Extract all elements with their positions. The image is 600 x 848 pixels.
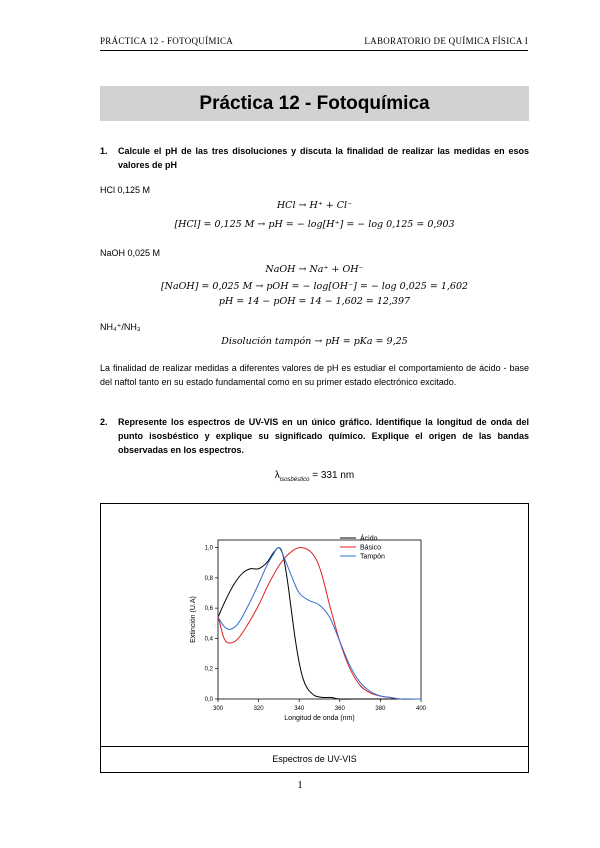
title-bar (100, 86, 529, 121)
plot-frame (218, 540, 421, 699)
lambda-symbol: λ (274, 470, 280, 481)
page-number: 1 (297, 779, 303, 791)
buffer-label: NH₄⁺/NH₃ (100, 322, 141, 332)
paragraph-ph-purpose: La finalidad de realizar medidas a diferentes valores de pH es estudiar el comportamiento de ácido - base del naftol tanto en su estado fundamental como en su primer estado electrónico excitado. (100, 363, 529, 387)
isosbestic-value: = 331 nm (312, 470, 355, 481)
naoh-equation-3: pH = 14 − pOH = 14 − 1,602 = 12,397 (218, 296, 411, 307)
header-left: PRÁCTICA 12 - FOTOQUÍMICA (100, 36, 234, 46)
x-tick-label: 300 (212, 706, 224, 712)
question-1 (100, 144, 529, 172)
question-number: 2. (100, 417, 108, 427)
uv-vis-chart (101, 504, 528, 744)
header-divider (100, 50, 528, 51)
question-2 (100, 415, 529, 457)
y-tick-label: 0,8 (204, 575, 213, 582)
y-axis-label: Extinción (U.A) (190, 596, 197, 643)
x-tick-label: 340 (294, 706, 305, 712)
naoh-equation-2: [NaOH] = 0,025 M → pOH = − log[OH⁻] = − log 0,025 = 1,602 (160, 281, 469, 292)
legend-label: Básico (360, 544, 382, 552)
hcl-equation-1: HCl → H⁺ + Cl⁻ (276, 200, 353, 211)
hcl-label: HCl 0,125 M (100, 185, 151, 195)
naoh-label: NaOH 0,025 M (100, 248, 161, 258)
legend-label: Ácido (360, 535, 378, 543)
header-right: LABORATORIO DE QUÍMICA FÍSICA I (364, 36, 528, 46)
x-tick-label: 400 (415, 706, 427, 712)
y-tick-label: 1,0 (204, 545, 213, 552)
x-tick-label: 380 (375, 706, 386, 712)
question-text: Calcule el pH de las tres disoluciones y discuta la finalidad de realizar las medidas en esos valores de pH (118, 146, 529, 170)
page-title: Práctica 12 - Fotoquímica (199, 92, 430, 114)
question-text: Represente los espectros de UV-VIS en un único gráfico. Identifique la longitud de onda del punto isosbéstico y explique su significado químico. Explique el origen de las bandas observadas en los espectros. (118, 417, 529, 455)
caption-divider (101, 746, 528, 747)
question-number: 1. (100, 146, 108, 156)
lambda-subscript: isosbéstico (279, 477, 310, 483)
y-tick-label: 0,6 (204, 606, 213, 613)
y-tick-label: 0,0 (204, 697, 213, 703)
figure-box (100, 503, 529, 773)
hcl-equation-2: [HCl] = 0,125 M → pH = − log[H⁺] = − log 0,125 = 0,903 (174, 219, 455, 230)
y-tick-label: 0,2 (204, 666, 213, 673)
x-axis-label: Longitud de onda (nm) (284, 715, 355, 722)
buffer-equation: Disolución tampón → pH = pKa = 9,25 (221, 336, 408, 347)
naoh-equation-1: NaOH → Na⁺ + OH⁻ (265, 264, 364, 275)
series-line-2 (218, 544, 421, 699)
y-tick-label: 0,4 (204, 636, 213, 643)
x-tick-label: 320 (253, 706, 264, 712)
isosbestic-point (100, 470, 529, 483)
x-tick-label: 360 (334, 706, 345, 712)
figure-caption: Espectros de UV-VIS (272, 754, 357, 764)
legend-label: Tampón (360, 553, 385, 561)
